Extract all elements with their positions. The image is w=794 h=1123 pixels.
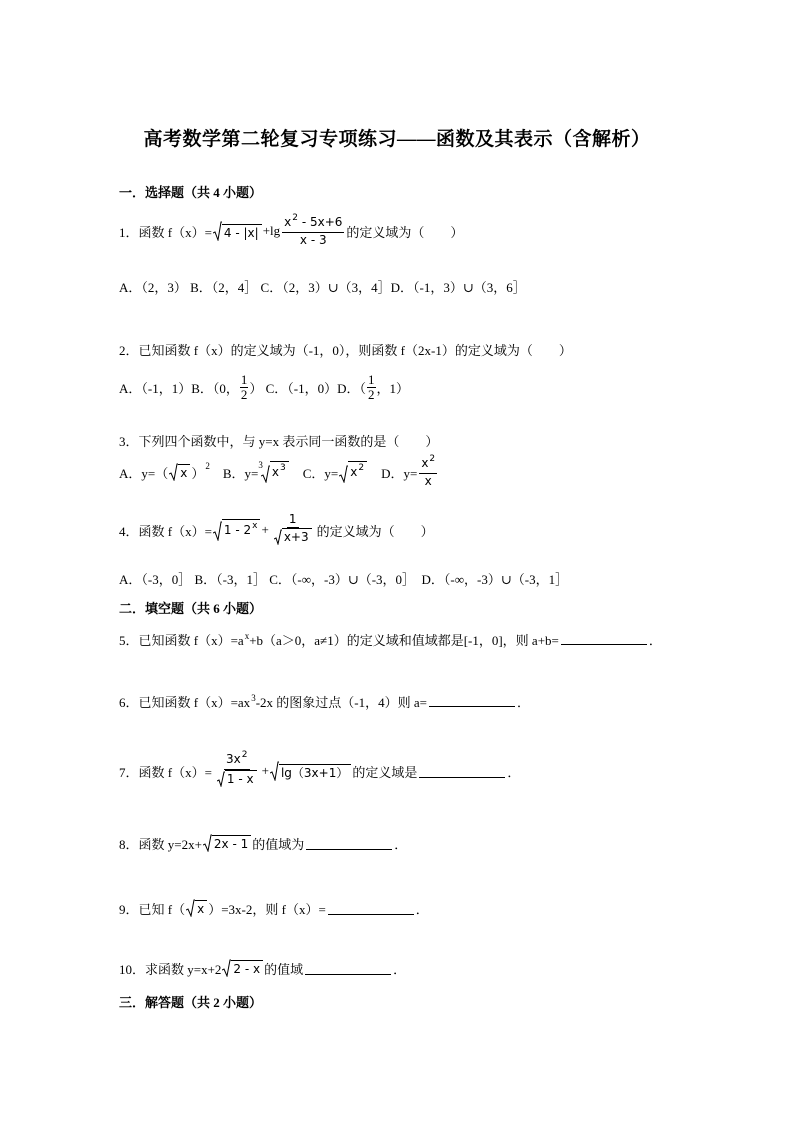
answer-blank[interactable] — [419, 765, 505, 778]
section-choice-heading: 一．选择题（共 4 小题） — [119, 185, 263, 200]
page-title: 高考数学第二轮复习专项练习——函数及其表示（含解析） — [143, 129, 651, 150]
question-9: 9．已知 f（ x ）=3x-2，则 f（x）= ． — [119, 901, 429, 917]
q3-options: A．y=（ x ） 2 B．y= 3 $x^3$ C．y= $x^2$ D．y= $\frac{x^2}{x}$ — [119, 453, 436, 488]
question-3: 3．下列四个函数中，与 y=x 表示同一函数的是（ ） — [119, 434, 439, 449]
q2-half-fraction-d: $\frac{1}{2}$ — [368, 371, 375, 402]
answer-blank[interactable] — [306, 837, 392, 850]
answer-blank[interactable] — [561, 632, 647, 645]
q2-half-fraction-b: $\frac{1}{2}$ — [240, 371, 248, 402]
question-5: 5．已知函数 $f(x)=a^x+b(a>0$，a≠1）的定义域和值域都是[-1，0]，则 a+b= ． — [119, 631, 662, 648]
q1-fraction: $\frac{x^2 - 5x+6}{x - 3}$ — [284, 212, 343, 247]
question-6: 6．已知函数 $f(x)=ax^3-2x$ 的图象过点（-1，4）则 a= ． — [119, 693, 530, 710]
question-10: 10．求函数 y=x+2 2 - x 的值域 ． — [119, 961, 407, 977]
question-1: 1．函数 f（x）= 4 - |x| +lg $\frac{x^2 - 5x+6}{x - 3}$ 的定义域为（ ） — [119, 212, 464, 247]
section-answer-heading: 三．解答题（共 2 小题） — [119, 995, 263, 1010]
question-4: 4．函数 f（x）= 1 - 2$^x$ + $\frac{1}{x+3}$ 的定义域为（ ） — [119, 511, 434, 544]
q4-options: A．（-3，0］ B．（-3，1］ C．（-∞，-3）∪（-3，0］ D．（-∞，-3）∪（-3，1］ — [119, 572, 569, 587]
q1-prefix: 1．函数 f（x）= — [119, 224, 212, 240]
question-8: 8．函数 y=2x+ 2x - 1 的值域为 ． — [119, 836, 408, 852]
section-fill-heading: 二．填空题（共 6 小题） — [119, 601, 263, 616]
answer-blank[interactable] — [305, 962, 391, 975]
question-7: 7．函数 f（x）= $\frac{3x^2}{1 - x}$ + lg（3x+1） 的定义域是 ． — [119, 749, 521, 786]
answer-blank[interactable] — [328, 902, 414, 915]
q1-options: A．（2，3） B．（2，4］ C．（2，3）∪（3，4］D．（-1，3）∪（3，6］ — [119, 280, 526, 295]
question-2: 2．已知函数 f（x）的定义域为（-1，0），则函数 f（2x-1）的定义域为（ ） — [119, 343, 572, 358]
q1-sqrt: 4 - |x| — [213, 221, 262, 241]
answer-blank[interactable] — [429, 694, 515, 707]
q2-options: A．（-1，1）B．（0， $\frac{1}{2}$ ） C．（-1，0）D．（ $\frac{1}{2}$ ，1） — [119, 371, 410, 402]
